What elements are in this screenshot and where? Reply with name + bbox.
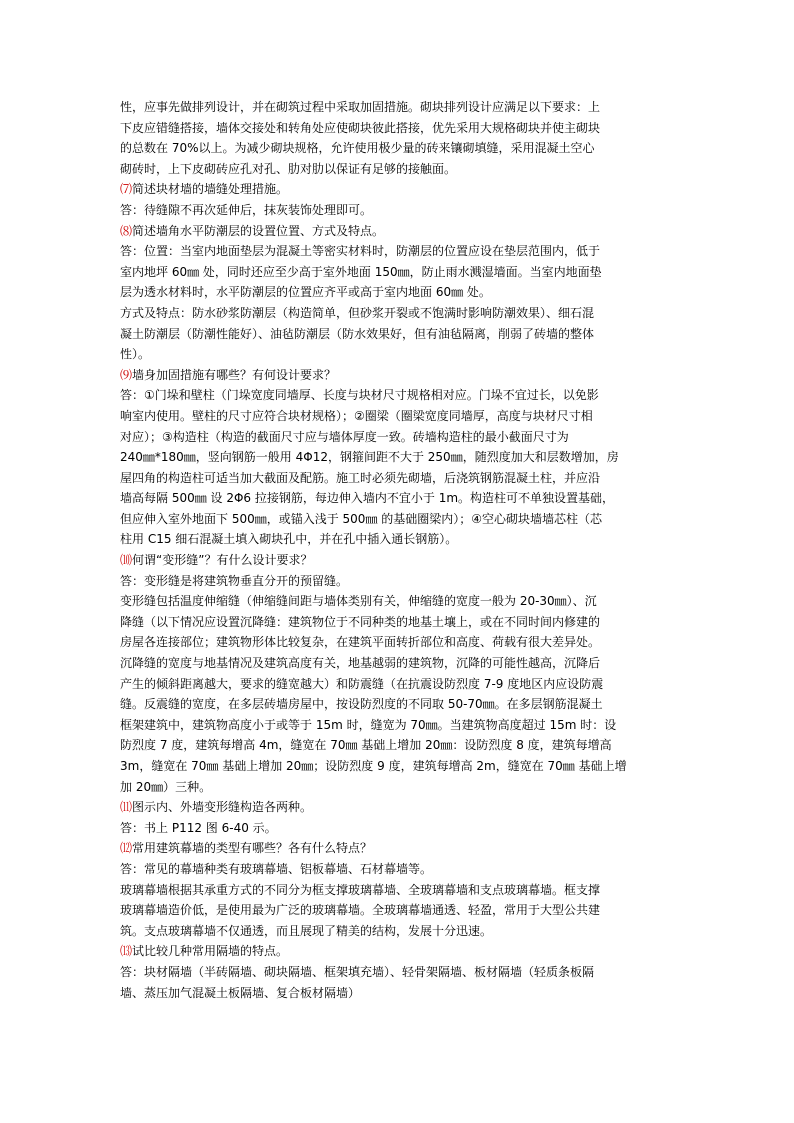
answer-line: [120, 962, 676, 983]
question-text: 图示内、外墙变形缝构造各两种。: [132, 800, 313, 815]
answer-label: 答：: [120, 202, 145, 217]
answer-label: 答：: [120, 573, 145, 588]
answer-label: 答：: [120, 244, 145, 259]
answer-label: 答：: [120, 964, 145, 979]
question-text: 常用建筑幕墙的类型有哪些？各有什么特点？: [132, 841, 373, 856]
answer-text: 位置：当室内地面垫层为混凝土等密实材料时，防潮层的位置应设在垫层范围内，低于: [144, 244, 601, 259]
body-text-line: 产生的倾斜距离越大，要求的缝宽越大）和防震缝（在抗震设防烈度 7-9 度地区内应设防震: [120, 676, 604, 691]
question-number: ⑽: [120, 553, 133, 568]
body-text-line: 柱用 C15 细石混凝土填入砌块孔中，并在孔中插入通长钢筋）。: [120, 532, 458, 547]
body-text-line: 变形缝包括温度伸缩缝（伸缩缝间距与墙体类别有关，伸缩缝的宽度一般为 20-30㎜）、沉: [120, 594, 597, 609]
question-line: [120, 365, 676, 386]
body-text-line: 墙高每隔 500㎜ 设 2Φ6 拉接钢筋，每边伸入墙内不宜小于 1m。构造柱可不单独设置基础，: [120, 491, 615, 506]
body-text-line: 240㎜*180㎜，竖向钢筋一般用 4Φ12，钢箍间距不大于 250㎜，随烈度加大和层数增加，房: [120, 450, 619, 465]
question-number: ⑻: [120, 223, 133, 238]
question-line: [120, 838, 676, 859]
body-text-line: 玻璃幕墙造价低，是使用最为广泛的玻璃幕墙。全玻璃幕墙通透、轻盈，常用于大型公共建: [120, 903, 601, 918]
body-text-line: 性，应事先做排列设计，并在砌筑过程中采取加固措施。砌块排列设计应满足以下要求：上: [120, 100, 601, 114]
answer-line: [120, 571, 676, 592]
answer-line: [120, 818, 676, 839]
question-line: [120, 179, 676, 200]
body-text-line: 室内地坪 60㎜ 处，同时还应至少高于室外地面 150㎜，防止雨水溅湿墙面。当室内地面垫: [120, 264, 602, 279]
question-line: [120, 797, 676, 818]
question-number: ⑼: [120, 367, 133, 382]
body-text-line: 凝土防潮层（防潮性能好）、油毡防潮层（防水效果好，但有油毡隔离，削弱了砖墙的整体: [120, 326, 595, 341]
body-text-line: 缝。反震缝的宽度，在多层砖墙房屋中，按设防烈度的不同取 50-70㎜。在多层钢筋混凝土: [120, 697, 603, 712]
answer-label: 答：: [120, 861, 145, 876]
answer-text: 待缝隙不再次延伸后，抹灰装饰处理即可。: [144, 202, 373, 217]
body-text-line: 响室内使用。壁柱的尺寸应符合块材规格）；②圈梁（圈梁宽度同墙厚，高度与块材尺寸相: [120, 408, 593, 423]
body-text-line: 加 20㎜）三种。: [120, 779, 212, 794]
question-text: 墙身加固措施有哪些？有何设计要求？: [132, 367, 337, 382]
question-number: ⑺: [120, 182, 133, 197]
body-text-line: 3m，缝宽在 70㎜ 基础上增加 20㎜；设防烈度 9 度，建筑每增高 2m，缝宽在 70㎜ 基础上增: [120, 759, 627, 773]
question-number: ⑿: [120, 841, 133, 856]
question-line: [120, 221, 676, 242]
body-text-line: 屋四角的构造柱可适当加大截面及配筋。施工时必须先砌墙，后浇筑钢筋混凝土柱，并应沿: [120, 470, 601, 485]
answer-label: 答：: [120, 388, 145, 403]
body-text-line: 对应）；③构造柱（构造的截面尺寸应与墙体厚度一致。砖墙构造柱的最小截面尺寸为: [120, 429, 569, 444]
question-text: 简述块材墙的墙缝处理措施。: [132, 182, 289, 197]
body-text-line: 砌砖时，上下皮砌砖应孔对孔、肋对肋以保证有足够的接触面。: [120, 161, 457, 176]
answer-label: 答：: [120, 820, 145, 835]
question-line: [120, 941, 676, 962]
document-page: [120, 97, 676, 1003]
answer-line: [120, 859, 676, 880]
answer-line: [120, 385, 676, 406]
question-line: [120, 550, 676, 571]
body-text-line: 墙、蒸压加气混凝土板隔墙、复合板材隔墙）: [120, 985, 361, 1000]
answer-text: 常见的幕墙种类有玻璃幕墙、铝板幕墙、石材幕墙等。: [144, 861, 433, 876]
body-text-line: 方式及特点：防水砂浆防潮层（构造简单，但砂浆开裂或不饱满时影响防潮效果）、细石混: [120, 305, 595, 320]
answer-text: 块材隔墙（半砖隔墙、砌块隔墙、框架填充墙）、轻骨架隔墙、板材隔墙（轻质条板隔: [144, 964, 595, 979]
answer-text: 变形缝是将建筑物垂直分开的预留缝。: [144, 573, 349, 588]
question-text: 简述墙角水平防潮层的设置位置、方式及特点。: [132, 223, 385, 238]
body-text-line: 性）。: [120, 347, 151, 362]
body-text-line: 层为透水材料时，水平防潮层的位置应齐平或高于室内地面 60㎜ 处。: [120, 285, 491, 300]
body-text-line: 玻璃幕墙根据其承重方式的不同分为框支撑玻璃幕墙、全玻璃幕墙和支点玻璃幕墙。框支撑: [120, 882, 601, 897]
answer-line: [120, 200, 676, 221]
body-text-line: 的总数在 70%以上。为减少砌块规格，允许使用极少量的砖来镶砌填缝，采用混凝土空心: [120, 141, 595, 156]
answer-text: ①门垛和壁柱（门垛宽度同墙厚、长度与块材尺寸规格相对应。门垛不宜过长，以免影: [144, 388, 599, 403]
question-text: 何谓“变形缝”？有什么设计要求？: [132, 553, 313, 568]
body-text-line: 但应伸入室外地面下 500㎜，或锚入浅于 500㎜ 的基础圈梁内）；④空心砌块墙墙芯柱（芯: [120, 511, 603, 526]
body-text-line: 框架建筑中，建筑物高度小于或等于 15m 时，缝宽为 70㎜。当建筑物高度超过 15m 时：设: [120, 717, 617, 732]
body-text-line: 房屋各连接部位；建筑物形体比较复杂，在建筑平面转折部位和高度、荷载有很大差异处。: [120, 635, 601, 650]
body-text-line: 防烈度 7 度，建筑每增高 4m，缝宽在 70㎜ 基础上增加 20㎜：设防烈度 8 度，建筑每增高: [120, 738, 612, 753]
answer-text: 书上 P112 图 6-40 示。: [144, 820, 277, 835]
body-text-line: 降缝（以下情况应设置沉降缝：建筑物位于不同种类的地基土壤上，或在不同时间内修建的: [120, 614, 601, 629]
question-text: 试比较几种常用隔墙的特点。: [132, 944, 289, 959]
body-text-line: 下皮应错缝搭接，墙体交接处和转角处应使砌块彼此搭接，优先采用大规格砌块并使主砌块: [120, 120, 601, 135]
answer-line: [120, 241, 676, 262]
question-number: ⑾: [120, 800, 133, 815]
question-number: ⒀: [120, 944, 133, 959]
body-text-line: 筑。支点玻璃幕墙不仅通透，而且展现了精美的结构，发展十分迅速。: [120, 923, 493, 938]
body-text-line: 沉降缝的宽度与地基情况及建筑高度有关，地基越弱的建筑物，沉降的可能性越高，沉降后: [120, 656, 601, 671]
